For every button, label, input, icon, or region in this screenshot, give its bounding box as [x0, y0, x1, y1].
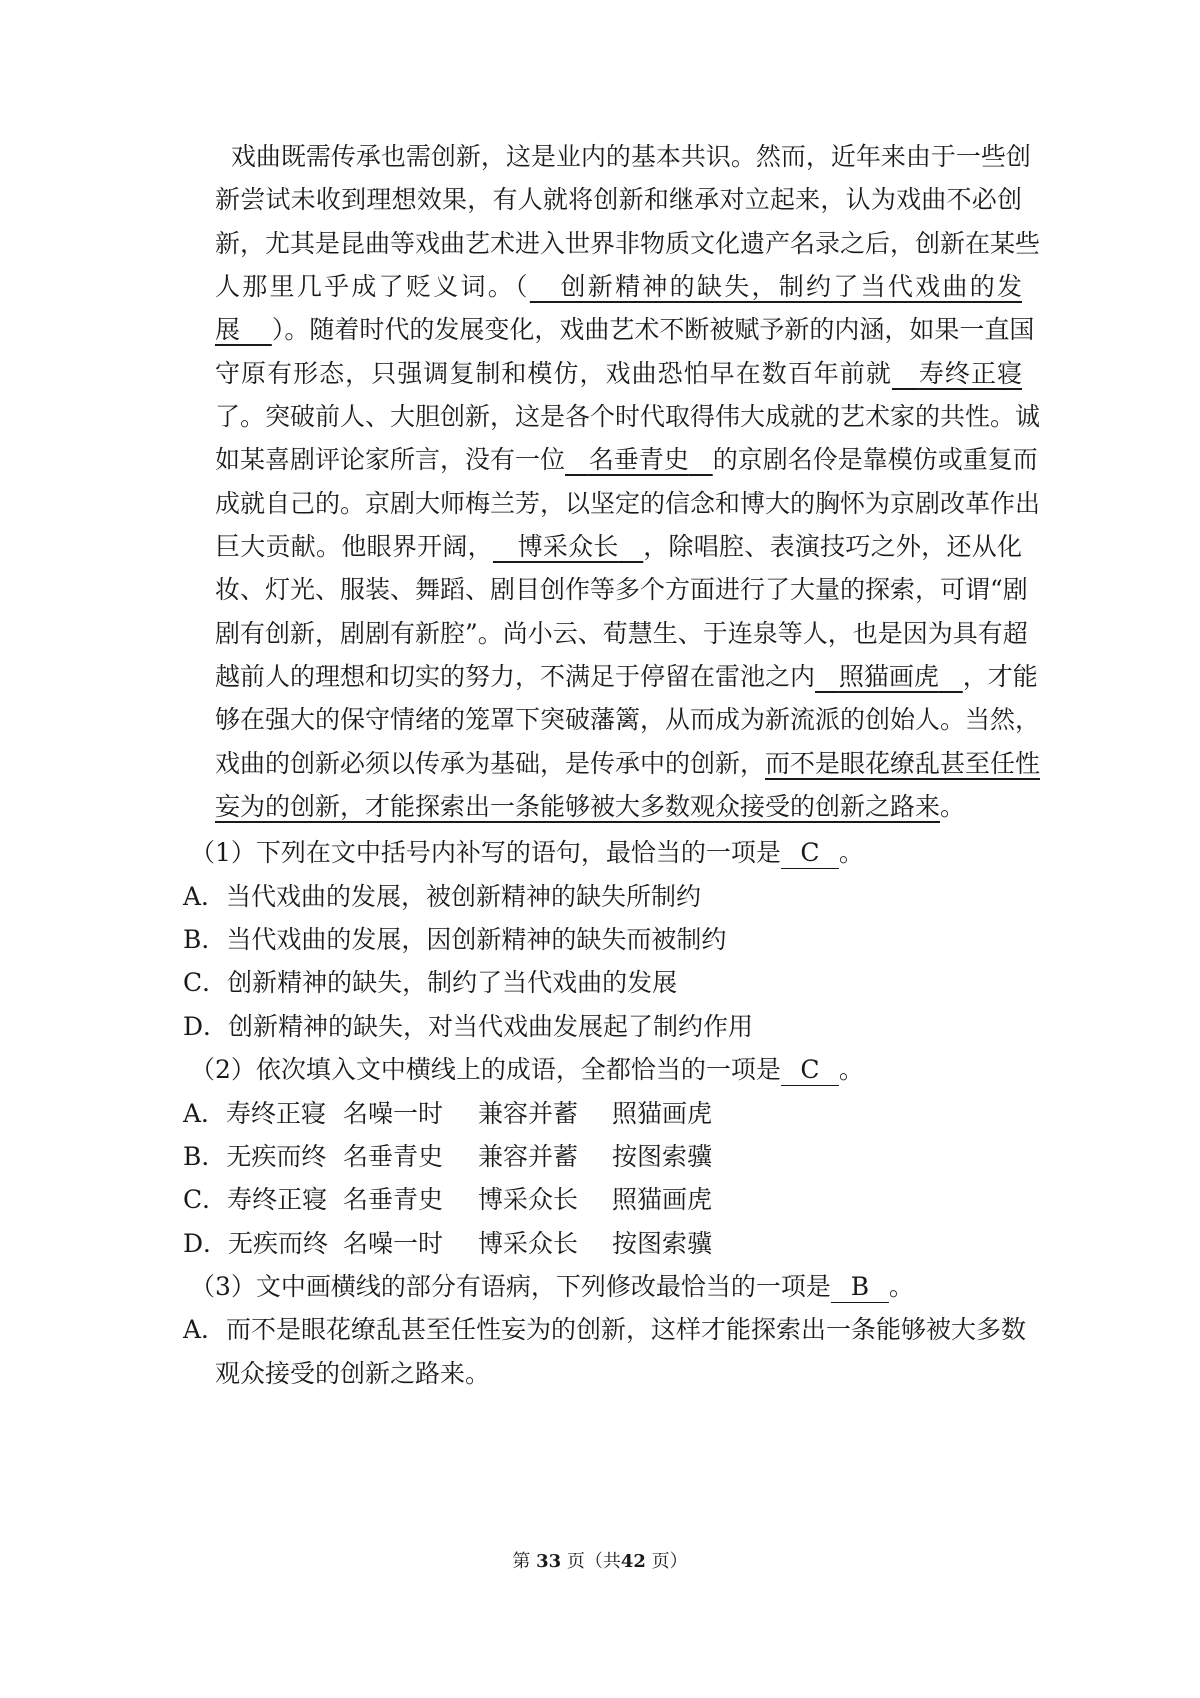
option-label: D．无疾而终 [183, 1229, 329, 1258]
question-1-stem [190, 836, 864, 870]
punctuation: 。 [838, 838, 864, 867]
q2-option-d-col2: 名噪一时 [343, 1229, 444, 1258]
passage-line [215, 313, 1035, 347]
q1-option-c: C．创新精神的缺失，制约了当代戏曲的发展 [183, 968, 678, 997]
option-label: A．寿终正寝 [183, 1099, 327, 1128]
q1-option-a: A．当代戏曲的发展，被创新精神的缺失所制约 [183, 882, 702, 911]
answer-fill [892, 359, 1022, 388]
q2-option-d-col3: 博采众长 [478, 1229, 579, 1258]
q2-option-a [183, 1097, 326, 1131]
q2-option-b-col2: 名垂青史 [343, 1142, 444, 1171]
answer-text: 创新精神的缺失，制约了当代戏曲的发 [560, 272, 1022, 301]
passage-text: 戏曲的创新必须以传承为基础，是传承中的创新， [215, 749, 766, 778]
answer-fill [530, 272, 1022, 301]
q2-option-b [183, 1140, 326, 1174]
passage-text: 。 [940, 792, 966, 821]
answer-letter: C [800, 1055, 820, 1084]
footer-text: 第 [512, 1551, 531, 1572]
passage-line [215, 140, 1031, 174]
passage-text: ，除唱腔、表演技巧之外，还从化 [643, 532, 1022, 561]
answer-text: 展 [215, 315, 241, 344]
passage-line: 剧有创新，剧剧有新腔”。尚小云、荀慧生、于连泉等人，也是因为具有超 [215, 619, 1028, 648]
q2-option-c [183, 1183, 327, 1217]
answer-fill [565, 445, 713, 474]
passage-line [215, 270, 1022, 304]
answer-letter: C [800, 838, 820, 867]
passage-text: ，才能 [962, 662, 1038, 691]
answer-blank [831, 1272, 889, 1303]
passage-text: 戏曲既需传承也需创新，这是业内的基本共识。然而，近年来由于一些创 [230, 142, 1031, 171]
passage-text: 人那里几乎成了贬义词。（ [215, 272, 530, 301]
footer-text: 页） [651, 1551, 688, 1572]
passage-line: 妆、灯光、服装、舞蹈、剧目创作等多个方面进行了大量的探索，可谓“剧 [215, 575, 1028, 604]
q2-option-c-col4: 照猫画虎 [612, 1185, 713, 1214]
q1-option-d: D．创新精神的缺失，对当代戏曲发展起了制约作用 [183, 1012, 754, 1041]
passage-line [215, 357, 1022, 391]
answer-text: 寿终正寝 [918, 359, 1022, 388]
q2-option-b-col4: 按图索骥 [612, 1142, 713, 1171]
q2-option-a-col3: 兼容并蓄 [478, 1099, 579, 1128]
question-2-stem [190, 1053, 864, 1087]
answer-text: 博采众长 [517, 532, 619, 561]
passage-line [215, 660, 1038, 694]
answer-text: 照猫画虎 [838, 662, 939, 691]
passage-text: 越前人的理想和切实的努力，不满足于停留在雷池之内 [215, 662, 816, 691]
answer-blank [781, 838, 839, 869]
passage-line [215, 530, 1022, 564]
answer-blank [781, 1055, 839, 1086]
passage-text: ）。随着时代的发展变化，戏曲艺术不断被赋予新的内涵，如果一直国 [271, 315, 1035, 344]
passage-line: 成就自己的。京剧大师梅兰芳，以坚定的信念和博大的胸怀为京剧改革作出 [215, 489, 1041, 518]
question-3-stem [190, 1270, 914, 1304]
punctuation: 。 [888, 1272, 914, 1301]
underlined-sentence: 而不是眼花缭乱甚至任性 [765, 749, 1041, 778]
footer-text: 页（共 [566, 1551, 621, 1572]
passage-line [215, 747, 1041, 781]
q2-option-b-col3: 兼容并蓄 [478, 1142, 579, 1171]
punctuation: 。 [838, 1055, 864, 1084]
q1-option-b: B．当代戏曲的发展，因创新精神的缺失而被制约 [183, 925, 727, 954]
passage-line [215, 443, 1038, 477]
first-indent [215, 142, 231, 171]
q3-option-a-cont: 观众接受的创新之路来。 [215, 1359, 491, 1388]
passage-line [215, 790, 1022, 824]
passage-line: 了。突破前人、大胆创新，这是各个时代取得伟大成就的艺术家的共性。诚 [215, 402, 1041, 431]
question-text: （3）文中画横线的部分有语病，下列修改最恰当的一项是 [190, 1272, 831, 1301]
passage-text: 如某喜剧评论家所言，没有一位 [215, 445, 566, 474]
q2-option-c-col2: 名垂青史 [343, 1185, 444, 1214]
underlined-sentence: 妄为的创新，才能探索出一条能够被大多数观众接受的创新之路来 [215, 792, 941, 821]
q2-option-a-col2: 名噪一时 [343, 1099, 444, 1128]
page-footer [0, 1550, 1200, 1574]
answer-fill [815, 662, 963, 691]
passage-text: 的京剧名伶是靠模仿或重复而 [712, 445, 1038, 474]
total-pages: 42 [620, 1551, 646, 1572]
option-label: B．无疾而终 [183, 1142, 327, 1171]
page-number: 33 [536, 1551, 562, 1572]
answer-letter: B [850, 1272, 870, 1301]
question-text: （2）依次填入文中横线上的成语，全都恰当的一项是 [190, 1055, 781, 1084]
answer-fill [493, 532, 643, 561]
question-text: （1）下列在文中括号内补写的语句，最恰当的一项是 [190, 838, 781, 867]
q2-option-c-col3: 博采众长 [478, 1185, 579, 1214]
option-label: C．寿终正寝 [183, 1185, 328, 1214]
answer-text: 名垂青史 [588, 445, 689, 474]
passage-line: 新尝试未收到理想效果，有人就将创新和继承对立起来，认为戏曲不必创 [215, 185, 1022, 214]
passage-line: 新，尤其是昆曲等戏曲艺术进入世界非物质文化遗产名录之后，创新在某些 [215, 229, 1041, 258]
answer-fill [215, 315, 272, 344]
q2-option-a-col4: 照猫画虎 [612, 1099, 713, 1128]
q2-option-d-col4: 按图索骥 [612, 1229, 713, 1258]
passage-text: 守原有形态，只强调复制和模仿，戏曲恐怕早在数百年前就 [215, 359, 892, 388]
passage-text: 巨大贡献。他眼界开阔， [215, 532, 493, 561]
passage-line: 够在强大的保守情绪的笼罩下突破藩篱，从而成为新流派的创始人。当然， [215, 705, 1041, 734]
q3-option-a: A．而不是眼花缭乱甚至任性妄为的创新，这样才能探索出一条能够被大多数 [183, 1315, 1027, 1344]
q2-option-d [183, 1227, 328, 1261]
